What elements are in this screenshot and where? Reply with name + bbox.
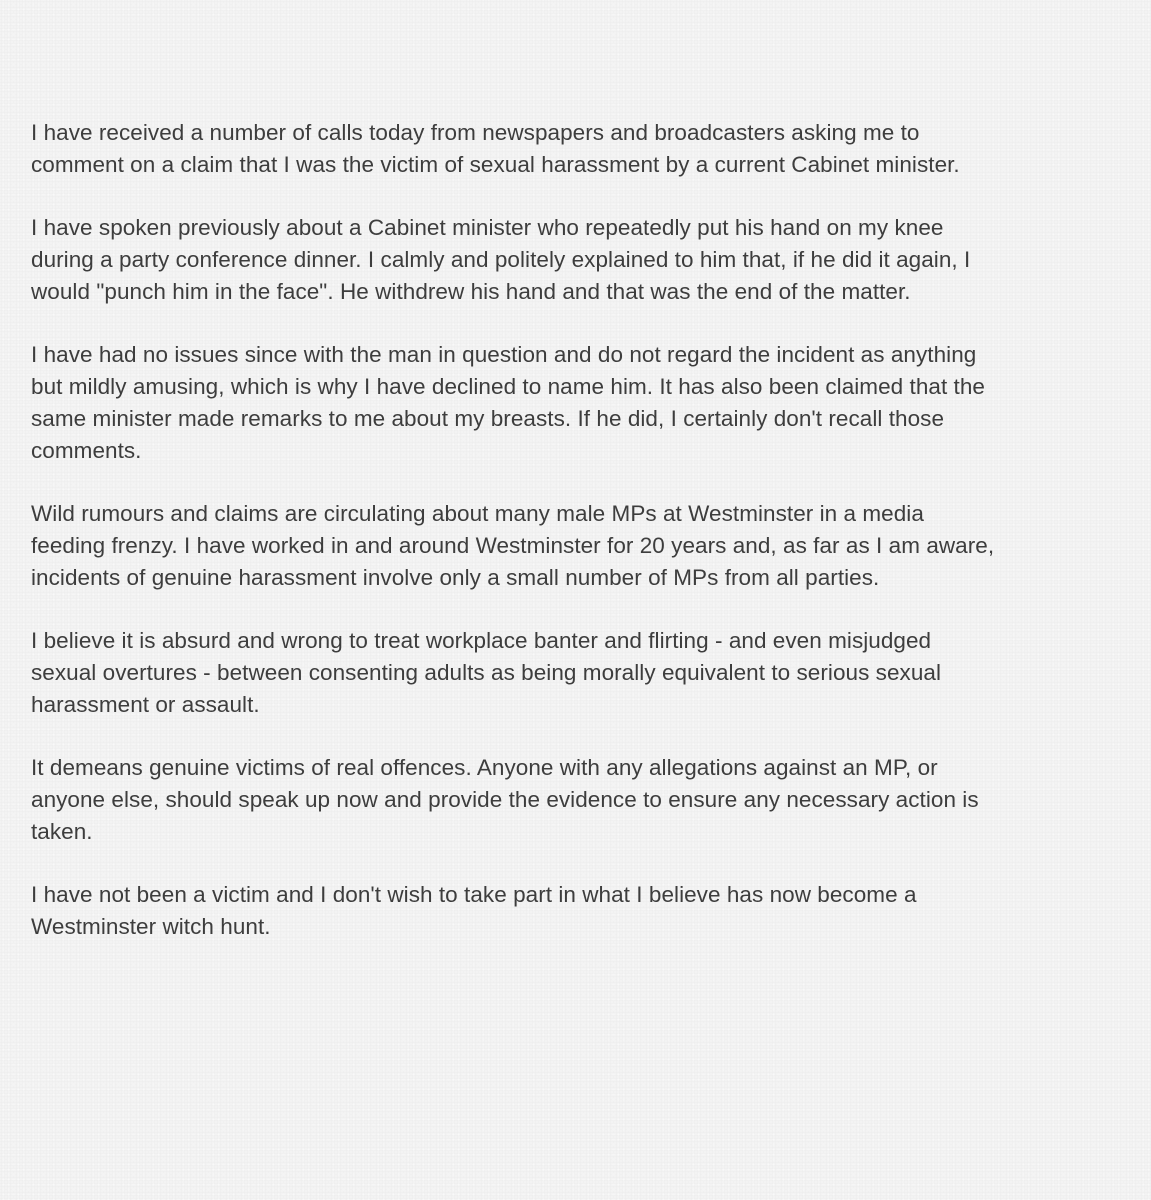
paragraph-hand-on-knee: I have spoken previously about a Cabinet minister who repeatedly put his hand on my knee during a party conference dinner. I calmly and politely explained to him that, if he did it again, I would "punch him in the face". He withdrew his hand and that was the end of the matter.	[31, 215, 971, 304]
paragraph-wild-rumours: Wild rumours and claims are circulating about many male MPs at Westminster in a media feeding frenzy. I have worked in and around Westminster for 20 years and, as far as I am aware, incidents of genuine harassment involve only a small number of MPs from all parties.	[31, 501, 995, 590]
paragraph-no-issues-since: I have had no issues since with the man in question and do not regard the incident as anything but mildly amusing, which is why I have declined to name him. It has also been claimed that the same minister made remarks to me about my breasts. If he did, I certainly don't recall those comments.	[31, 342, 985, 463]
paragraph-calls-received: I have received a number of calls today from newspapers and broadcasters asking me to comment on a claim that I was the victim of sexual harassment by a current Cabinet minister.	[31, 120, 960, 177]
paragraph-genuine-victims: It demeans genuine victims of real offences. Anyone with any allegations against an MP, or anyone else, should speak up now and provide the evidence to ensure any necessary action is taken.	[31, 755, 979, 844]
statement-text	[31, 117, 1129, 943]
paragraph-witch-hunt: I have not been a victim and I don't wish to take part in what I believe has now become a Westminster witch hunt.	[31, 882, 917, 939]
paragraph-workplace-banter: I believe it is absurd and wrong to treat workplace banter and flirting - and even misjudged sexual overtures - between consenting adults as being morally equivalent to serious sexual harassment or assault.	[31, 628, 942, 717]
